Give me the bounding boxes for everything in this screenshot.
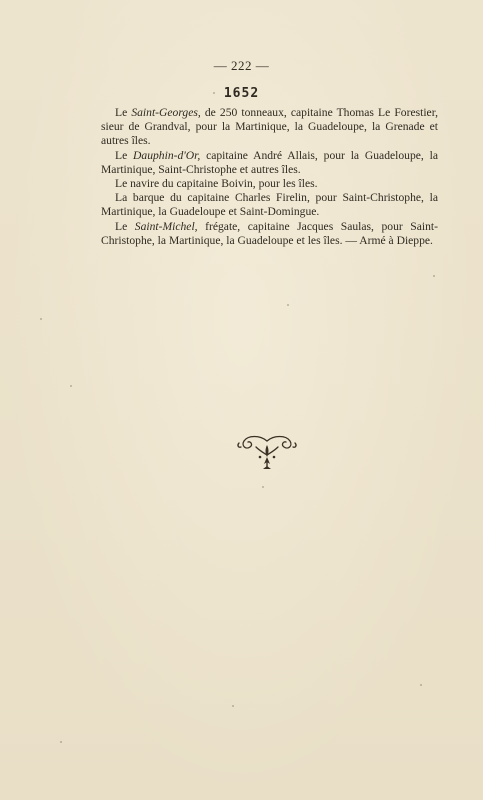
ship-entry (101, 106, 438, 149)
ship-entry (101, 149, 438, 177)
paper-speck (60, 741, 62, 743)
ship-entry (101, 177, 438, 191)
ship-name: Dauphin-d'Or, (133, 148, 201, 162)
entry-text: La barque du capitaine Charles Firelin, pour Saint-Christophe, la Martinique, la Guadeloupe et Saint-Domingue. (101, 191, 438, 219)
paper-speck (232, 705, 234, 707)
entry-prefix: Le (115, 219, 135, 233)
paper-speck (287, 304, 289, 306)
paper-speck (433, 275, 435, 277)
paper-speck (70, 385, 72, 387)
entry-text: Le navire du capitaine Boivin, pour les îles. (115, 177, 318, 191)
page-number: — 222 — (213, 58, 270, 73)
fleuron-ornament-icon (236, 433, 298, 473)
paper-speck (40, 318, 42, 320)
entry-prefix: Le (115, 148, 134, 162)
ship-name: Saint-Michel, (134, 219, 198, 233)
entry-prefix: Le (115, 106, 132, 119)
ship-entry (101, 191, 438, 219)
paper-speck (420, 684, 422, 686)
entry-text: frégate, capitaine Jacques Saulas, pour Saint-Christophe, la Martinique, la Guadeloupe et les îles. — Armé à Dieppe. (101, 219, 438, 247)
ship-entry (101, 220, 438, 248)
entry-text: capitaine André Allais, pour la Guadeloupe, la Martinique, Saint-Christophe et autres îles. (101, 148, 438, 176)
ship-list (101, 106, 438, 248)
paper-speck (262, 486, 264, 488)
year-heading: 1652 (223, 86, 260, 101)
entry-text: de 250 tonneaux, capitaine Thomas Le Forestier, sieur de Grandval, pour la Martinique, la Guadeloupe, la Grenade et autres îles. (101, 106, 438, 148)
ship-name: Saint-Georges, (131, 106, 201, 119)
